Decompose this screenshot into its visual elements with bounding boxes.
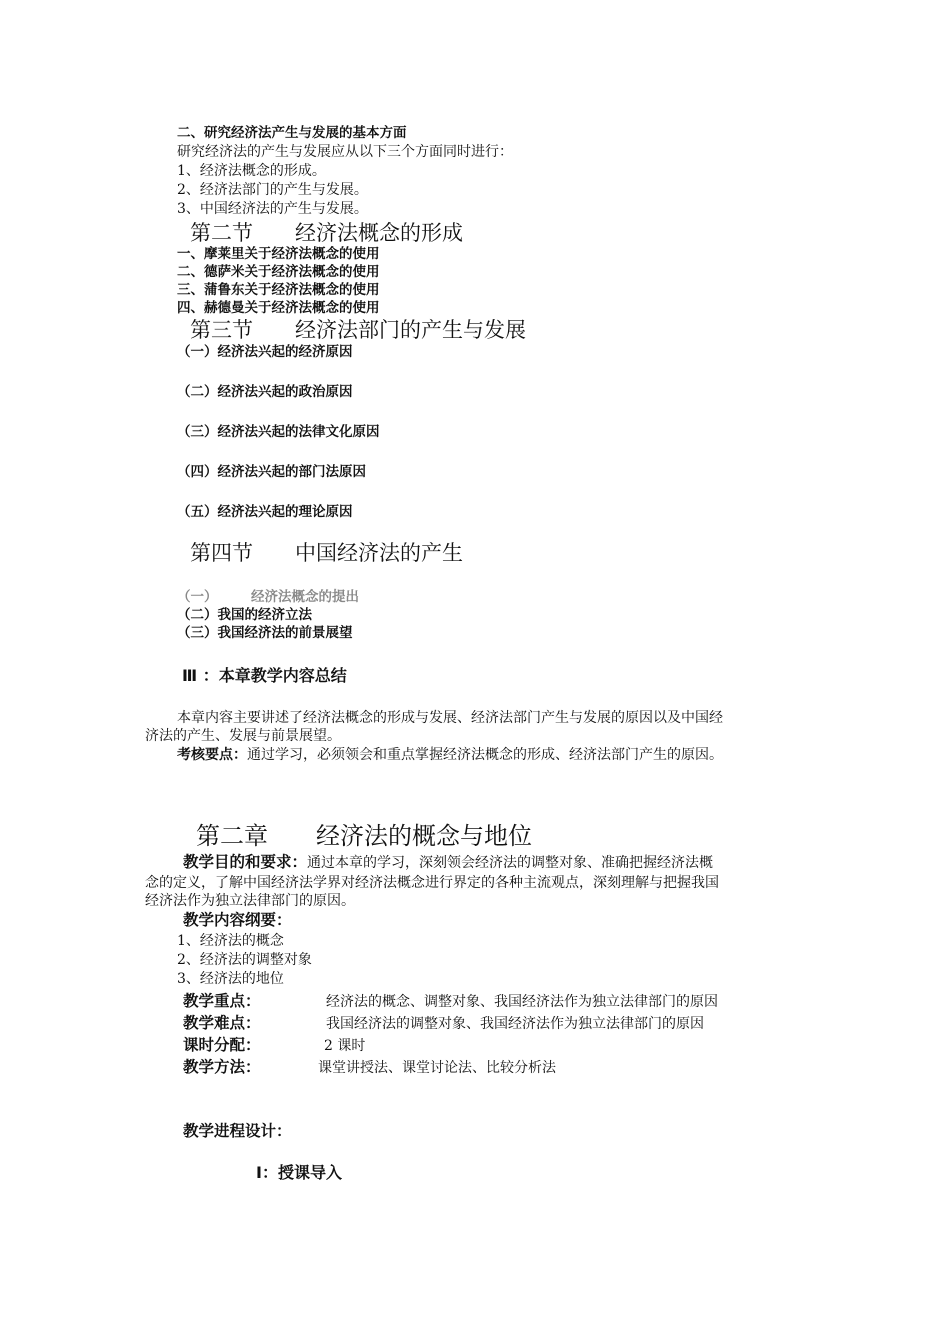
method-label: 教学方法：	[183, 1058, 261, 1076]
list-item: 3、中国经济法的产生与发展。	[177, 201, 368, 217]
list-item: 二、德萨米关于经济法概念的使用	[177, 264, 380, 280]
chapter-title: 第二章 经济法的概念与地位	[196, 822, 532, 850]
method-text: 课堂讲授法、课堂讨论法、比较分析法	[318, 1060, 556, 1076]
list-item: 三、蒲鲁东关于经济法概念的使用	[177, 282, 380, 298]
paragraph: 研究经济法的产生与发展应从以下三个方面同时进行：	[177, 144, 513, 160]
list-item: （二）经济法兴起的政治原因	[177, 384, 353, 400]
list-item: 经济法概念的提出	[251, 589, 359, 605]
hours-label: 课时分配：	[183, 1036, 261, 1054]
difficulty-text: 我国经济法的调整对象、我国经济法作为独立法律部门的原因	[326, 1016, 704, 1032]
outline-label: 教学内容纲要：	[183, 911, 292, 929]
list-item: 四、赫德曼关于经济法概念的使用	[177, 300, 380, 316]
summary-heading: Ⅲ ：本章教学内容总结	[182, 666, 347, 685]
difficulty-label: 教学难点：	[183, 1014, 261, 1032]
process-label: 教学进程设计：	[183, 1122, 292, 1140]
intro-heading: Ⅰ：授课导入	[256, 1163, 342, 1182]
section-title: 第二节 经济法概念的形成	[190, 221, 463, 245]
goal-text: 通过本章的学习，深刻领会经济法的调整对象、准确把握经济法概	[307, 855, 714, 871]
paragraph: 念的定义，了解中国经济法学界对经济法概念进行界定的各种主流观点，深刻理解与把握我国	[145, 875, 719, 891]
list-item: 一、摩莱里关于经济法概念的使用	[177, 246, 380, 262]
list-item: 3、经济法的地位	[177, 971, 284, 987]
section-title: 第三节 经济法部门的产生与发展	[190, 318, 526, 342]
list-item: （五）经济法兴起的理论原因	[177, 504, 353, 520]
list-item: 1、经济法的概念	[177, 933, 284, 949]
key-points-label: 考核要点：	[177, 747, 247, 763]
list-item: 1、经济法概念的形成。	[177, 163, 326, 179]
key-points-text: 通过学习，必须领会和重点掌握经济法概念的形成、经济法部门产生的原因。	[247, 747, 723, 763]
list-item: （二）我国的经济立法	[177, 607, 312, 623]
list-item-number: （一）	[177, 589, 218, 605]
list-item: （四）经济法兴起的部门法原因	[177, 464, 366, 480]
paragraph: 经济法作为独立法律部门的原因。	[145, 893, 355, 909]
list-item: （一）经济法兴起的经济原因	[177, 344, 353, 360]
paragraph: 本章内容主要讲述了经济法概念的形成与发展、经济法部门产生与发展的原因以及中国经	[177, 710, 723, 726]
hours-text: 2 课时	[324, 1038, 366, 1054]
paragraph: 济法的产生、发展与前景展望。	[145, 728, 341, 744]
list-item: （三）我国经济法的前景展望	[177, 625, 353, 641]
goal-label: 教学目的和要求：	[183, 853, 308, 871]
list-item: 2、经济法的调整对象	[177, 952, 312, 968]
section-heading: 二、研究经济法产生与发展的基本方面	[177, 125, 407, 141]
list-item: 2、经济法部门的产生与发展。	[177, 182, 368, 198]
focus-text: 经济法的概念、调整对象、我国经济法作为独立法律部门的原因	[326, 994, 718, 1010]
section-title: 第四节 中国经济法的产生	[190, 541, 463, 565]
list-item: （三）经济法兴起的法律文化原因	[177, 424, 380, 440]
focus-label: 教学重点：	[183, 992, 261, 1010]
